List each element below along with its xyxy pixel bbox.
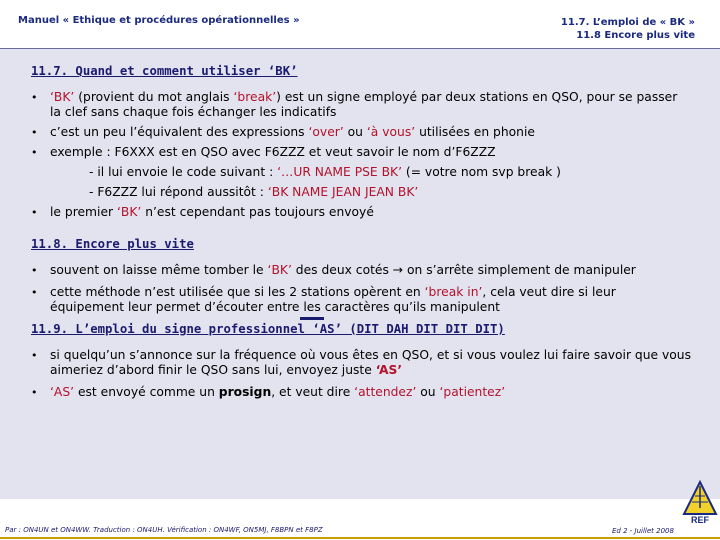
- section-11-9-list: [31, 348, 691, 400]
- section-11-8-list: [31, 263, 691, 315]
- footer-edition: Ed 2 - Juillet 2008: [612, 527, 674, 535]
- list-item: • cette méthode n’est utilisée que si les 2 stations opèrent en ‘break in’, cela veut dire si leur équipement leur permet d’écouter entre les caractères qu’ils manipulent: [31, 285, 691, 315]
- list-item: • le premier ‘BK’ n’est cependant pas toujours envoyé: [31, 205, 691, 220]
- slide-content: [31, 64, 691, 405]
- list-item: • exemple : F6XXX est en QSO avec F6ZZZ et veut savoir le nom d’F6ZZZ - il lui envoie le code suivant : ‘…UR NAME PSE BK’ (= votre nom svp break ) - F6ZZZ lui répond aussitôt : ‘BK NAME JEAN JEAN BK’: [31, 145, 691, 200]
- header-section-line1: 11.7. L’emploi de « BK »: [560, 17, 695, 28]
- header-section-line2: 11.8 Encore plus vite: [576, 30, 695, 41]
- header-section: [561, 16, 695, 42]
- overline-bar: [300, 317, 324, 320]
- section-title-11-8: 11.8. Encore plus vite: [31, 237, 194, 251]
- ref-logo-icon: [682, 480, 718, 526]
- sub-item: - il lui envoie le code suivant : ‘…UR NAME PSE BK’ (= votre nom svp break ): [89, 165, 561, 179]
- list-item: • ‘BK’ (provient du mot anglais ‘break’) est un signe employé par deux stations en QSO, pour se passer la clef sans chaque fois échanger les indicatifs: [31, 90, 691, 120]
- header-title: Manuel « Ethique et procédures opérationnelles »: [18, 15, 300, 26]
- section-title-11-9: 11.9. L’emploi du signe professionnel ‘AS’ (DIT DAH DIT DIT DIT): [31, 322, 691, 337]
- logo-text: REF: [691, 515, 709, 525]
- list-item: • ‘AS’ est envoyé comme un prosign, et veut dire ‘attendez’ ou ‘patientez’: [31, 385, 691, 400]
- section-title-11-7: 11.7. Quand et comment utiliser ‘BK’: [31, 64, 298, 78]
- footer-credits: Par : ON4UN et ON4WW. Traduction : ON4UH. Vérification : ON4WF, ON5MJ, F8BPN et F8PZ: [5, 526, 323, 534]
- list-item: • souvent on laisse même tomber le ‘BK’ des deux cotés → on s’arrête simplement de manipuler: [31, 263, 691, 278]
- footer-divider: [0, 537, 720, 539]
- section-11-7-list: [31, 90, 691, 220]
- sub-item: - F6ZZZ lui répond aussitôt : ‘BK NAME JEAN JEAN BK’: [89, 185, 419, 199]
- list-item: • c’est un peu l’équivalent des expressions ‘over’ ou ‘à vous’ utilisées en phonie: [31, 125, 691, 140]
- list-item: • si quelqu’un s’annonce sur la fréquence où vous êtes en QSO, et si vous voulez lui faire savoir que vous aimeriez d’abord finir le QSO sans lui, envoyez juste ‘AS’: [31, 348, 691, 378]
